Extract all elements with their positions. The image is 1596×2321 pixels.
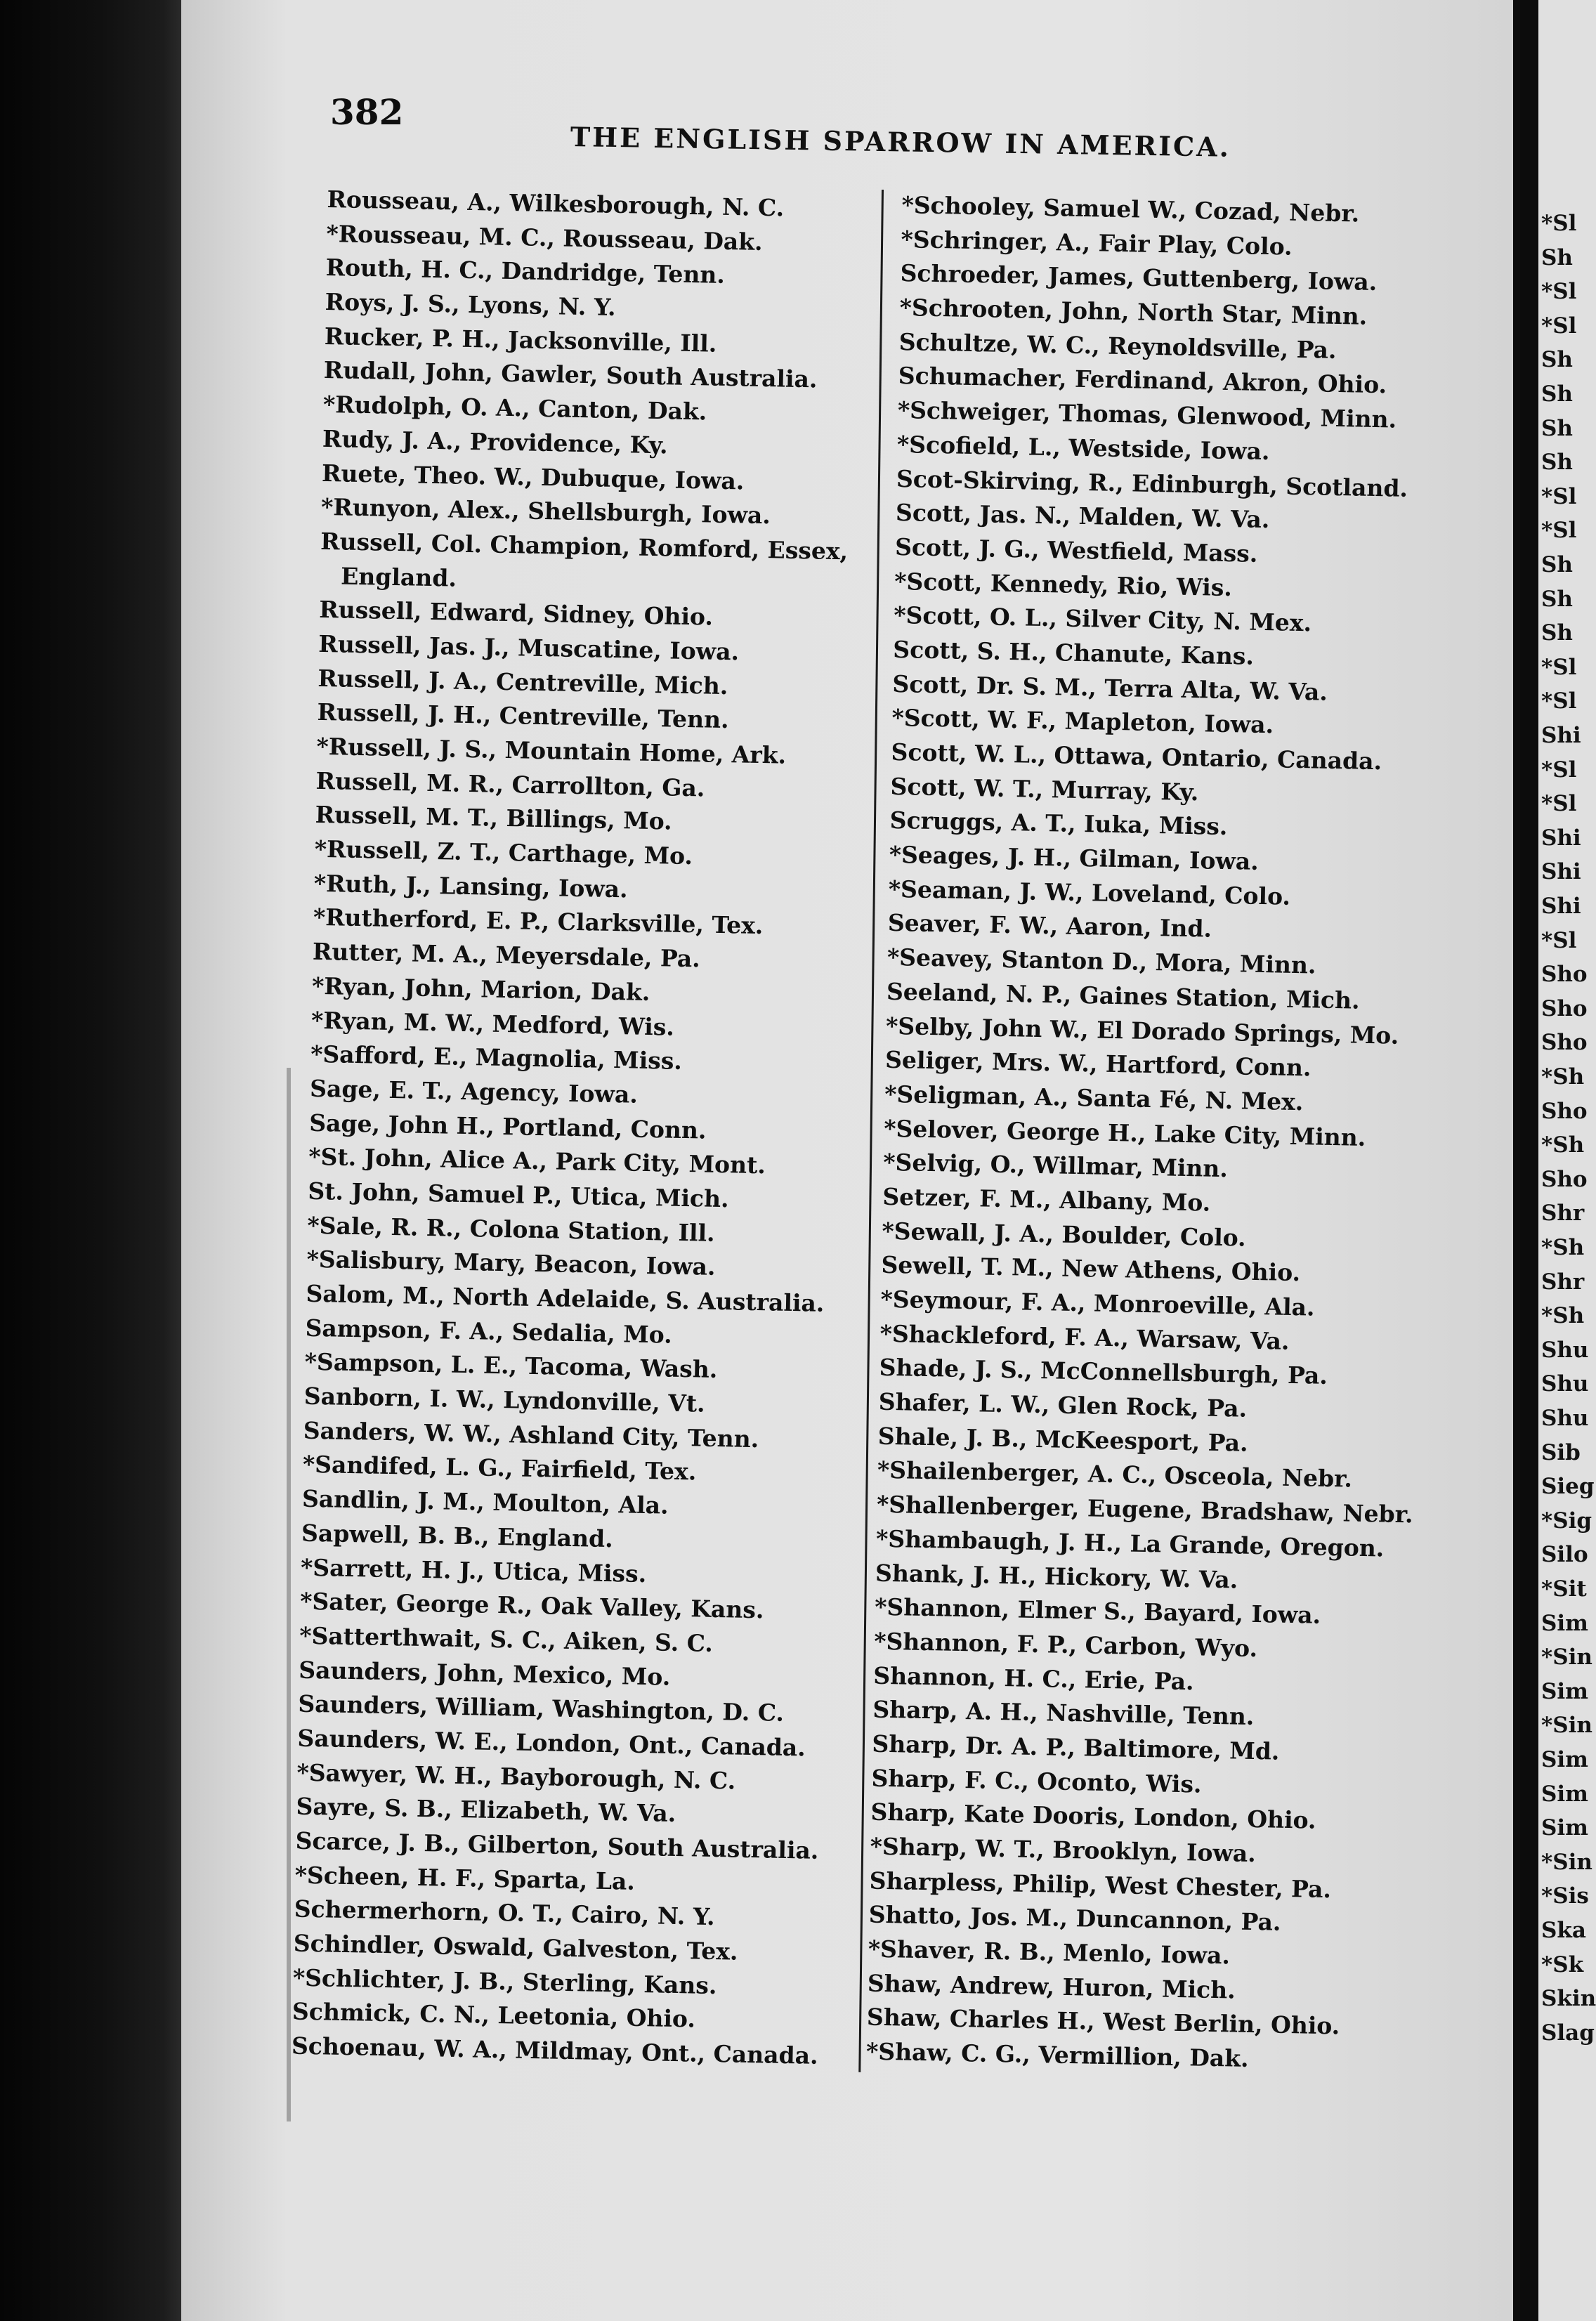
directory-entry: *Selvig, O., Willmar, Minn. [883,1148,1229,1183]
next-page-fragment: *Sin [1541,1849,1592,1875]
directory-entry: Rutter, M. A., Meyersdale, Pa. [312,937,701,973]
next-page-fragment: *Sl [1541,654,1577,680]
next-page-fragment: Sh [1541,620,1573,646]
directory-entry: *Selover, George H., Lake City, Minn. [883,1114,1366,1151]
directory-entry: Shaw, Charles H., West Berlin, Ohio. [866,2003,1340,2040]
next-page-fragment: Sh [1541,244,1573,270]
directory-entry: Shafer, L. W., Glen Rock, Pa. [878,1387,1248,1423]
directory-entry: *Shaver, R. B., Menlo, Iowa. [868,1935,1231,1970]
next-page-fragment: *Sh [1541,1235,1585,1260]
directory-entry: *Seligman, A., Santa Fé, N. Mex. [884,1080,1304,1116]
next-page-fragment: Sib [1541,1439,1581,1465]
directory-entry: *Ryan, John, Marion, Dak. [311,972,650,1006]
directory-entry: *Russell, Z. T., Carthage, Mo. [314,835,693,870]
directory-entry: Scott, J. G., Westfield, Mass. [894,532,1258,568]
next-page-fragment: Shr [1541,1269,1585,1295]
directory-entry: *Scott, O. L., Silver City, N. Mex. [893,601,1312,637]
next-page-fragment: *Sl [1541,483,1577,509]
directory-entry: Schroeder, James, Guttenberg, Iowa. [900,259,1378,296]
directory-entry: Saunders, William, Washington, D. C. [298,1689,785,1727]
directory-entry: Russell, Col. Champion, Romford, Essex, [320,527,849,565]
directory-entry: Routh, H. C., Dandridge, Tenn. [325,254,726,289]
directory-entry: Sampson, F. A., Sedalia, Mo. [305,1314,673,1349]
next-page-fragment: Sh [1541,450,1573,476]
directory-entry: Sharp, F. C., Oconto, Wis. [871,1764,1202,1798]
directory-entry: Schermerhorn, O. T., Cairo, N. Y. [294,1895,715,1931]
directory-entry: Russell, Jas. J., Muscatine, Iowa. [318,629,740,666]
directory-entry: Shank, J. H., Hickory, W. Va. [875,1559,1238,1594]
directory-entry: *Rutherford, E. P., Clarksville, Tex. [313,903,764,940]
next-page-fragment: Shi [1541,859,1581,885]
directory-entry: Roys, J. S., Lyons, N. Y. [325,288,616,321]
directory-entry: *Sarrett, H. J., Utica, Miss. [300,1553,647,1588]
directory-entry: Schumacher, Ferdinand, Akron, Ohio. [898,362,1387,399]
directory-entry: *Schweiger, Thomas, Glenwood, Minn. [897,396,1397,433]
directory-entry: Sage, John H., Portland, Conn. [308,1109,707,1144]
directory-entry: *Schooley, Samuel W., Cozad, Nebr. [901,190,1360,228]
next-page-fragment: *Sin [1541,1645,1592,1671]
next-page-fragment: Sim [1541,1610,1588,1636]
next-page-fragment: Sh [1541,381,1573,407]
directory-entry: Sanborn, I. W., Lyndonville, Vt. [303,1382,705,1418]
next-page-fragment: *Sh [1541,1132,1585,1158]
directory-entry: Shale, J. B., McKeesport, Pa. [877,1422,1248,1457]
next-page-fragment: Sh [1541,347,1573,373]
next-page-fragment: Sim [1541,1815,1588,1841]
running-head: THE ENGLISH SPARROW IN AMERICA. [570,121,1231,163]
directory-entry: Shade, J. S., McConnellsburgh, Pa. [879,1354,1328,1390]
directory-entry: Saunders, John, Mexico, Mo. [298,1656,671,1691]
right-column [866,188,1436,2079]
directory-entry: Seeland, N. P., Gaines Station, Mich. [886,977,1360,1014]
directory-entry: *Rudolph, O. A., Canton, Dak. [322,391,707,426]
next-page-fragment: *Sh [1541,1064,1585,1090]
next-page-sliver [1538,0,1596,2321]
directory-entry: Scarce, J. B., Gilberton, South Australia. [295,1826,819,1864]
next-page-fragment: Sh [1541,552,1573,577]
directory-entry: Scott, W. L., Ottawa, Ontario, Canada. [891,738,1382,776]
next-page-fragment: *Sh [1541,1303,1585,1329]
directory-entry: *Shailenberger, A. C., Osceola, Nebr. [877,1456,1353,1493]
directory-entry: *Scott, Kennedy, Rio, Wis. [894,567,1233,601]
directory-entry: England. [340,562,457,592]
directory-entry: Setzer, F. M., Albany, Mo. [882,1182,1211,1217]
directory-entry: Sandlin, J. M., Moulton, Ala. [301,1484,669,1519]
directory-entry: Schindler, Oswald, Galveston, Tex. [293,1929,738,1966]
next-page-fragment: Sim [1541,1747,1588,1772]
next-page-fragment: Shi [1541,723,1581,748]
directory-entry: Saunders, W. E., London, Ont., Canada. [297,1724,806,1762]
directory-entry: *Seavey, Stanton D., Mora, Minn. [887,943,1316,979]
directory-entry: Schmick, C. N., Leetonia, Ohio. [292,1997,696,2033]
directory-entry: Sayre, S. B., Elizabeth, W. Va. [296,1792,676,1828]
directory-entry: *Schringer, A., Fair Play, Colo. [901,225,1293,261]
next-page-fragment: Silo [1541,1542,1588,1568]
next-page-fragment: Sho [1541,995,1588,1021]
directory-entry: *Schrooten, John, North Star, Minn. [899,294,1368,330]
directory-entry: Rousseau, A., Wilkesborough, N. C. [327,185,785,222]
next-page-fragment: *Sl [1541,757,1577,783]
directory-entry: *Schlichter, J. B., Sterling, Kans. [292,1963,717,1999]
next-page-fragment: Sho [1541,962,1588,988]
page-number: 382 [330,91,404,133]
next-page-fragment: Slag [1541,2020,1595,2046]
directory-entry: Sharpless, Philip, West Chester, Pa. [869,1866,1332,1903]
directory-entry: Sapwell, B. B., England. [301,1519,614,1552]
directory-entry: Ruete, Theo. W., Dubuque, Iowa. [321,459,745,495]
directory-entry: Scott, S. H., Chanute, Kans. [893,635,1255,670]
directory-entry: Scot-Skirving, R., Edinburgh, Scotland. [896,464,1408,502]
next-page-fragment: Sim [1541,1781,1588,1807]
directory-entry: *Sharp, W. T., Brooklyn, Iowa. [870,1832,1257,1868]
directory-entry: Russell, Edward, Sidney, Ohio. [318,596,714,631]
directory-entry: Rudy, J. A., Providence, Ky. [322,424,669,459]
directory-entry: *Shallenberger, Eugene, Bradshaw, Nebr. [876,1490,1413,1529]
directory-entry: Rudall, John, Gawler, South Australia. [323,356,818,393]
next-page-fragment: Sho [1541,1098,1588,1124]
directory-entry: *Ryan, M. W., Medford, Wis. [310,1006,675,1041]
directory-entry: Russell, J. H., Centreville, Tenn. [317,698,729,734]
next-page-fragment: Sh [1541,586,1573,612]
directory-entry: *Scheen, H. F., Sparta, La. [294,1861,636,1895]
directory-entry: Schoenau, W. A., Mildmay, Ont., Canada. [291,2032,818,2070]
next-page-fragment: Sh [1541,415,1573,441]
directory-entry: *Sawyer, W. H., Bayborough, N. C. [296,1758,736,1795]
directory-entry: *Sale, R. R., Colona Station, Ill. [307,1211,715,1247]
directory-entry: Sharp, Dr. A. P., Baltimore, Md. [872,1730,1280,1765]
next-page-fragment: *Sit [1541,1576,1587,1602]
directory-entry: Sharp, Kate Dooris, London, Ohio. [870,1798,1316,1835]
directory-entry: *Shambaugh, J. H., La Grande, Oregon. [875,1524,1385,1562]
directory-entry: Russell, M. T., Billings, Mo. [315,801,673,835]
next-page-fragment: Shi [1541,825,1581,851]
next-page-fragment: Shi [1541,894,1581,919]
next-page-fragment: Skin [1541,1986,1596,2012]
directory-entry: *St. John, Alice A., Park City, Mont. [308,1142,766,1179]
next-page-fragment: *Sl [1541,313,1577,339]
next-page-fragment: *Sis [1541,1883,1589,1909]
directory-entry: Salom, M., North Adelaide, S. Australia. [306,1279,825,1317]
next-page-fragment: Sho [1541,1030,1588,1056]
next-page-fragment: *Sl [1541,211,1577,236]
directory-entry: Sewell, T. M., New Athens, Ohio. [881,1251,1301,1287]
left-column [292,183,847,2074]
gutter-shadow [287,1068,291,2121]
directory-entry: Seliger, Mrs. W., Hartford, Conn. [884,1045,1312,1082]
next-page-fragment: Shu [1541,1406,1589,1431]
directory-entry: *Shackleford, F. A., Warsaw, Va. [879,1319,1290,1355]
next-page-fragment: Shu [1541,1371,1589,1397]
directory-entry: Scruggs, A. T., Iuka, Miss. [889,806,1228,841]
directory-entry: Scott, W. T., Murray, Ky. [890,772,1199,806]
next-page-fragment: *Sig [1541,1508,1592,1534]
next-page-fragment: *Sl [1541,791,1577,817]
next-page-fragment: *Sl [1541,927,1577,953]
directory-entry: Sanders, W. W., Ashland City, Tenn. [303,1416,759,1453]
directory-entry: Shannon, H. C., Erie, Pa. [872,1661,1194,1695]
next-page-fragment: *Sl [1541,688,1577,714]
directory-entry: Shatto, Jos. M., Duncannon, Pa. [868,1900,1281,1937]
directory-entry: *Russell, J. S., Mountain Home, Ark. [316,732,787,769]
directory-entry: *Rousseau, M. C., Rousseau, Dak. [326,219,764,256]
directory-entry: *Sater, George R., Oak Valley, Kans. [299,1587,764,1624]
directory-entry: Sage, E. T., Agency, Iowa. [309,1074,639,1109]
directory-entry: Scott, Dr. S. M., Terra Alta, W. Va. [892,669,1328,706]
directory-entry: Russell, J. A., Centreville, Mich. [318,664,728,700]
directory-entry: *Shannon, F. P., Carbon, Wyo. [873,1627,1258,1662]
next-page-fragment: *Sin [1541,1713,1592,1739]
directory-entry: *Seymour, F. A., Monroeville, Ala. [880,1285,1315,1321]
directory-entry: *Seaman, J. W., Loveland, Colo. [888,875,1291,910]
directory-entry: Russell, M. R., Carrollton, Ga. [315,766,705,802]
next-page-fragment: Ska [1541,1918,1586,1943]
next-page-fragment: Shr [1541,1201,1585,1227]
next-page-fragment: *Sk [1541,1951,1584,1977]
directory-entry: *Ruth, J., Lansing, Iowa. [313,869,629,903]
directory-entry: Shaw, Andrew, Huron, Mich. [867,1969,1236,2004]
directory-entry: *Sewall, J. A., Boulder, Colo. [882,1217,1247,1252]
directory-entry: *Seages, J. H., Gilman, Iowa. [889,840,1260,875]
directory-entry: Scott, Jas. N., Malden, W. Va. [895,499,1270,534]
next-page-fragment: Sim [1541,1678,1588,1704]
next-page-fragment: Shu [1541,1337,1589,1363]
directory-entry: *Sampson, L. E., Tacoma, Wash. [304,1348,718,1384]
directory-entry: Seaver, F. W., Aaron, Ind. [887,909,1212,943]
directory-entry: *Selby, John W., El Dorado Springs, Mo. [885,1012,1399,1050]
directory-entry: St. John, Samuel P., Utica, Mich. [308,1177,729,1213]
directory-entry: *Safford, E., Magnolia, Miss. [310,1040,683,1075]
directory-entry: *Shaw, C. G., Vermillion, Dak. [865,2037,1250,2073]
book-binding-shadow [0,0,181,2321]
directory-entry: *Sandifed, L. G., Fairfield, Tex. [302,1451,697,1486]
directory-entry: *Satterthwait, S. C., Aiken, S. C. [299,1621,714,1657]
directory-entry: *Shannon, Elmer S., Bayard, Iowa. [874,1593,1321,1630]
next-page-fragment: Sho [1541,1166,1588,1192]
directory-entry: *Runyon, Alex., Shellsburgh, Iowa. [320,493,771,530]
directory-entry: Sharp, A. H., Nashville, Tenn. [872,1695,1255,1731]
next-page-fragment: *Sl [1541,279,1577,305]
directory-entry: Rucker, P. H., Jacksonville, Ill. [324,322,717,358]
directory-entry: *Scott, W. F., Mapleton, Iowa. [891,704,1274,739]
directory-entry: Schultze, W. C., Reynoldsville, Pa. [898,327,1337,364]
directory-entry: *Salisbury, Mary, Beacon, Iowa. [306,1246,716,1281]
next-page-fragment: *Sl [1541,518,1577,544]
next-page-fragment: Sieg [1541,1474,1595,1500]
directory-entry: *Scofield, L., Westside, Iowa. [896,430,1270,465]
